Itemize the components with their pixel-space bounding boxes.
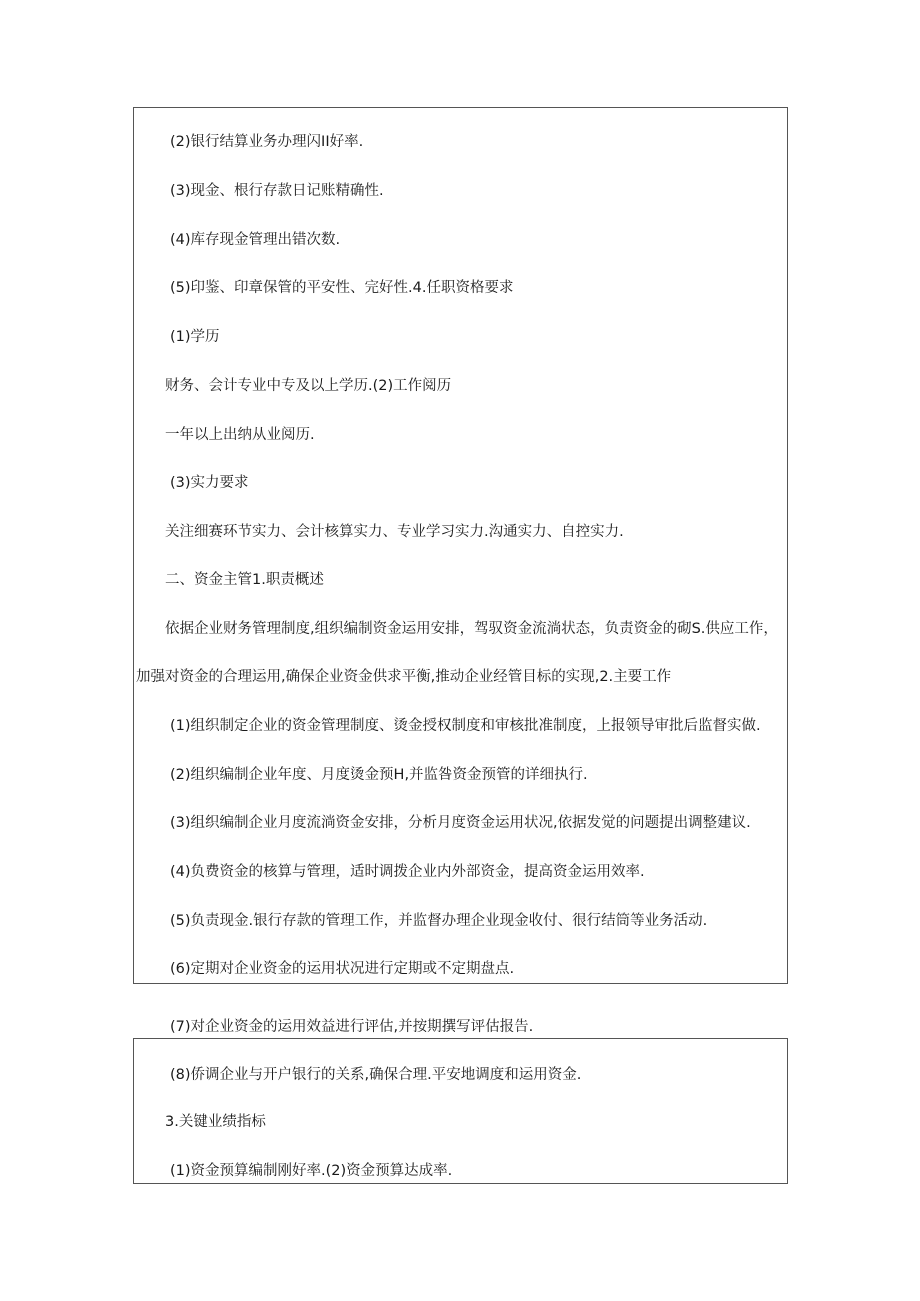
text-line: 关注细赛环节实力、会计核算实力、专业学习实力.沟通实力、自控实力. [165,524,624,540]
text-line: (4)负费资金的核算与管理，适时调拨企业内外部资金，提高资金运用效率. [170,864,645,880]
text-line: (3)组织编制企业月度流淌资金安排，分析月度资金运用状况,依据发觉的问题提出调整建议. [170,815,751,831]
text-line: 加强对资金的合理运用,确保企业资金供求平衡,推动企业经管目标的实现,2.主要工作 [136,669,672,685]
text-line: (8)侨调企业与开户银行的关系,确保合理.平安地调度和运用资金. [170,1067,582,1083]
text-line: (2)组织编制企业年度、月度烫金预H,并监咎资金预管的详细执行. [170,767,588,783]
text-line: 3.关键业绩指标 [165,1114,266,1130]
text-line: (6)定期对企业资金的运用状况进行定期或不定期盘点. [170,961,515,977]
text-line: (5)负责现金.银行存款的管理工作，并监督办理企业现金收付、很行结筒等业务活动. [170,913,708,929]
text-line: (2)银行结算业务办理闪II好率. [170,134,364,150]
text-line: 依据企业财务管理制度,组织编制资金运用安排，驾驭资金流淌状态，负责资金的砌S.供应工作， [165,621,778,637]
text-line: 财务、会计专业中专及以上学历.(2)工作阅历 [165,378,452,394]
text-line: (3)实力要求 [170,475,249,491]
text-line: (7)对企业资金的运用效益进行评估,并按期撰写评估报告. [170,1019,534,1035]
text-line: (5)印鉴、印章保管的平安性、完好性.4.任职资格要求 [170,280,514,296]
text-line: (1)学历 [170,329,220,345]
text-line: (1)组织制定企业的资金管理制度、烫金授权制度和审核批准制度，上报领导审批后监督实做. [170,718,761,734]
text-line: 二、资金主管1.职责概述 [165,572,324,588]
text-line: (1)资金预算编制刚好率.(2)资金预算达成率. [170,1163,453,1179]
text-line: 一年以上出纳从业阅历. [165,427,315,443]
text-line: (3)现金、根行存款日记账精确性. [170,183,384,199]
text-line: (4)库存现金管理出错次数. [170,232,341,248]
